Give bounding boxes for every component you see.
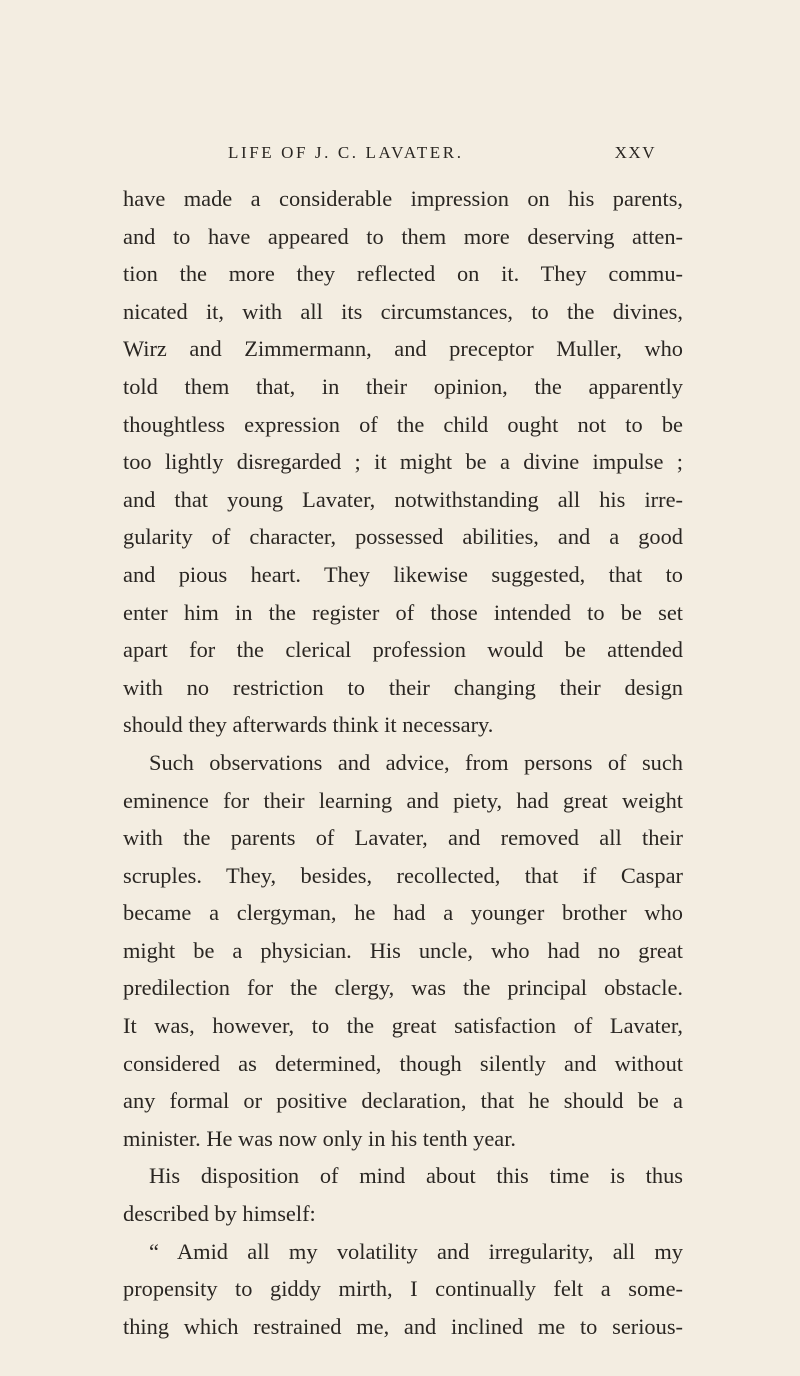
- text-line: It was, however, to the great satisfaction of Lavater,: [123, 1013, 683, 1039]
- text-line: any formal or positive declaration, that he should be a: [123, 1088, 683, 1114]
- text-line: told them that, in their opinion, the apparently: [123, 373, 683, 399]
- text-line: should they afterwards think it necessary.: [123, 712, 494, 738]
- text-line: thoughtless expression of the child ought not to be: [123, 411, 683, 437]
- text-line: became a clergyman, he had a younger brother who: [123, 900, 683, 926]
- text-line: described by himself:: [123, 1201, 316, 1227]
- text-line: eminence for their learning and piety, had great weight: [123, 787, 683, 813]
- text-line: and to have appeared to them more deserving atten-: [123, 223, 683, 249]
- text-line: might be a physician. His uncle, who had no great: [123, 937, 683, 963]
- text-line: enter him in the register of those intended to be set: [123, 599, 683, 625]
- text-line: apart for the clerical profession would be attended: [123, 637, 683, 663]
- text-line: tion the more they reflected on it. They commu-: [123, 261, 683, 287]
- page-number: XXV: [614, 143, 656, 162]
- text-line: too lightly disregarded ; it might be a divine impulse ;: [123, 449, 683, 475]
- text-line: and that young Lavater, notwithstanding all his irre-: [123, 486, 683, 512]
- text-line: considered as determined, though silently and without: [123, 1050, 683, 1076]
- text-line: propensity to giddy mirth, I continually felt a some-: [123, 1276, 683, 1302]
- text-line: have made a considerable impression on his parents,: [123, 186, 683, 211]
- text-line: with the parents of Lavater, and removed all their: [123, 825, 683, 851]
- text-line: Such observations and advice, from persons of such: [149, 749, 683, 775]
- text-line: His disposition of mind about this time is thus: [149, 1163, 683, 1189]
- text-line: and pious heart. They likewise suggested, that to: [123, 561, 683, 587]
- text-line: with no restriction to their changing their design: [123, 674, 683, 700]
- running-title: LIFE OF J. C. LAVATER.: [228, 143, 464, 162]
- text-line: “ Amid all my volatility and irregularity, all my: [149, 1238, 683, 1264]
- text-line: minister. He was now only in his tenth year.: [123, 1125, 517, 1151]
- text-line: gularity of character, possessed abilities, and a good: [123, 524, 683, 550]
- body-text: [123, 180, 683, 1345]
- text-line: scruples. They, besides, recollected, that if Caspar: [123, 862, 683, 888]
- text-line: predilection for the clergy, was the principal obstacle.: [123, 975, 683, 1001]
- text-line: thing which restrained me, and inclined me to serious-: [123, 1313, 683, 1339]
- text-line: Wirz and Zimmermann, and preceptor Muller, who: [123, 336, 683, 362]
- text-line: nicated it, with all its circumstances, to the divines,: [123, 298, 683, 324]
